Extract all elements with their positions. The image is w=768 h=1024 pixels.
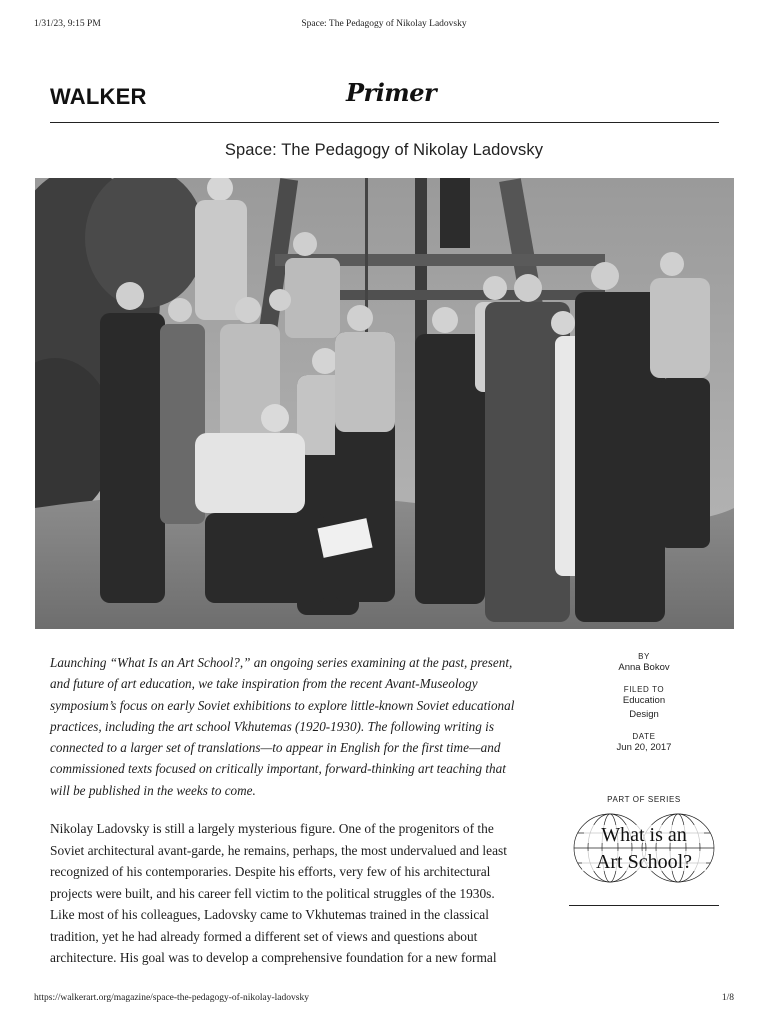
series-label: PART OF SERIES (607, 795, 681, 804)
print-doc-title: Space: The Pedagogy of Nikolay Ladovsky (301, 19, 467, 29)
author-link[interactable]: Anna Bokov (618, 662, 670, 673)
intro-line: symposium’s focus on early Soviet exhibitions to explore little-known Soviet educational (50, 697, 515, 713)
print-header (0, 19, 768, 33)
hero-photo (35, 178, 734, 629)
body-line: architecture. His goal was to develop a comprehensive foundation for a new formal (50, 950, 497, 965)
intro-line: commissioned texts focused on critically important, forward-thinking art teaching that (50, 761, 506, 777)
series-block (569, 795, 719, 906)
body-line: Soviet architectural avant-garde, he remains, perhaps, the most undervalued and least (50, 842, 507, 858)
body-line: Like most of his colleagues, Ladovsky came to Vkhutemas trained in the classical (50, 907, 489, 922)
body-line: tradition, yet he had already formed a different set of views and questions about (50, 928, 478, 944)
what-is-an-art-school-series-logo[interactable] (572, 811, 716, 885)
walker-logo[interactable]: WALKER (50, 84, 147, 109)
publish-date: Jun 20, 2017 (616, 742, 672, 753)
body-line: projects were built, and his career fell victim to the political struggles of the 1930s. (50, 885, 495, 901)
intro-line: will be published in the weeks to come. (50, 782, 256, 798)
primer-section-logo[interactable]: Primer (346, 78, 437, 107)
article-meta (569, 652, 719, 765)
group-photo-illustration (35, 178, 734, 629)
intro-line: Launching “What Is an Art School?,” an ongoing series examining at the past, present, (50, 655, 513, 670)
article-title: Space: The Pedagogy of Nikolay Ladovsky (224, 141, 544, 159)
intro-line: connected to a larger set of translations—to appear in English for the first time—and (50, 740, 501, 756)
series-title-line2: Art School? (595, 851, 693, 873)
date-label: DATE (632, 732, 656, 741)
intro-line: and future of art education, we take inspiration from the recent Avant-Museology (50, 676, 478, 692)
print-page-number: 1/8 (721, 993, 734, 1003)
print-footer (0, 993, 768, 1007)
article-body (50, 818, 535, 969)
body-line: Nikolay Ladovsky is still a largely mysterious figure. One of the progenitors of the (50, 821, 494, 836)
filed-to-link[interactable]: Education (622, 695, 666, 706)
series-title-line1: What is an (601, 824, 687, 846)
filed-to-label: FILED TO (623, 685, 665, 694)
print-datetime: 1/31/23, 9:15 PM (34, 19, 101, 29)
filed-to-link[interactable]: Design (629, 709, 659, 720)
article-intro (50, 652, 530, 801)
masthead (50, 76, 719, 123)
by-label: BY (638, 652, 650, 661)
intro-line: practices, including the art school Vkhutemas (1920-1930). The following writing is (50, 718, 494, 734)
body-line: recognized of his contemporaries. Despite his efforts, very few of his architectural (50, 864, 491, 879)
print-url: https://walkerart.org/magazine/space-the-pedagogy-of-nikolay-ladovsky (34, 993, 309, 1003)
